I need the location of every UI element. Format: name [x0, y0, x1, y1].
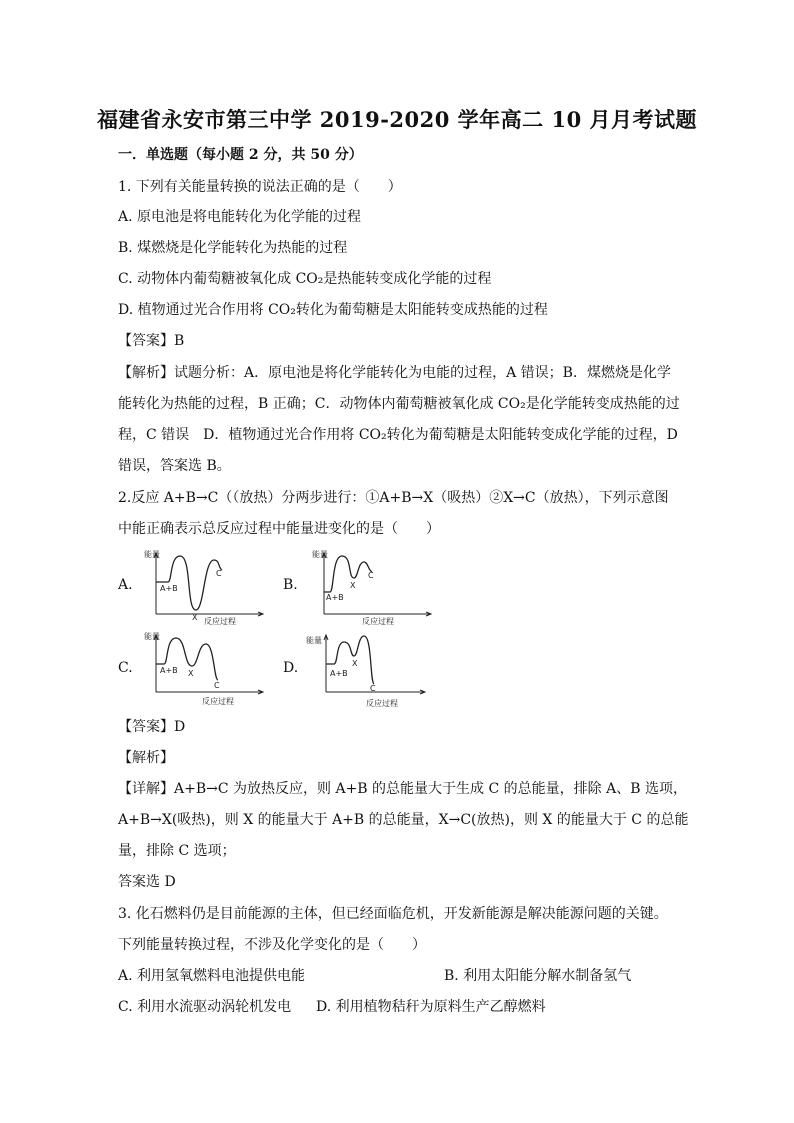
question-2-detail-line: 【详解】A+B→C 为放热反应，则 A+B 的总能量大于生成 C 的总能量，排除 A、B 选项， [118, 781, 687, 797]
axis-label-energy: 能量 [144, 550, 160, 559]
axis-label-energy: 能量 [144, 632, 160, 641]
question-2-stem-line: 2.反应 A+B→C（（放热）分两步进行：①A+B→X（吸热）②X→C（放热），下列示意图 [118, 490, 669, 506]
label-intermediate: X [192, 613, 198, 622]
graph-option-d [304, 630, 434, 710]
question-2-analysis-heading: 【解析】 [118, 750, 174, 766]
question-3-option-a: A. 利用氢氧燃料电池提供电能 [118, 968, 306, 984]
question-1-option-d: D. 植物通过光合作用将 CO₂转化为葡萄糖是太阳能转变成热能的过程 [118, 302, 548, 318]
graph-option-c [142, 630, 272, 708]
question-1-stem: 1. 下列有关能量转换的说法正确的是（ ） [118, 179, 402, 195]
question-2-stem-line: 中能正确表示总反应过程中能量进变化的是（ ） [118, 521, 440, 537]
axis-label-energy: 能量 [312, 550, 328, 559]
label-reactant: A+B [330, 669, 348, 678]
question-2-option-d-label: D. [283, 660, 299, 676]
question-1-option-b: B. 煤燃烧是化学能转化为热能的过程 [118, 240, 348, 256]
label-product: C [368, 571, 374, 580]
axis-label-process: 反应过程 [202, 697, 234, 706]
question-1-answer: 【答案】B [118, 333, 185, 349]
question-3-option-d: D. 利用植物秸秆为原料生产乙醇燃料 [316, 999, 546, 1015]
axis-label-energy: 能量 [306, 636, 322, 645]
axis-label-process: 反应过程 [204, 617, 236, 626]
page-title: 福建省永安市第三中学 2019-2020 学年高二 10 月月考试题 [96, 107, 698, 132]
question-1-analysis-line: 【解析】试题分析：A．原电池是将化学能转化为电能的过程，A 错误；B．煤燃烧是化学 [118, 365, 671, 381]
question-2-detail-line: 答案选 D [118, 874, 176, 890]
question-3-option-b: B. 利用太阳能分解水制备氢气 [444, 968, 632, 984]
label-reactant: A+B [326, 593, 344, 602]
question-1-analysis-line: 能转化为热能的过程，B 正确；C．动物体内葡萄糖被氧化成 CO₂是化学能转变成热能的过 [118, 396, 680, 412]
question-2-option-c-label: C. [118, 660, 133, 676]
graph-option-a [142, 548, 272, 626]
axis-label-process: 反应过程 [366, 699, 398, 708]
question-3-option-c: C. 利用水流驱动涡轮机发电 [118, 999, 292, 1015]
question-2-detail-line: A+B→X(吸热)，则 X 的能量大于 A+B 的总能量，X→C(放热)，则 X 的能量大于 C 的总能 [118, 812, 689, 828]
label-intermediate: X [188, 669, 194, 678]
question-3-stem-line: 下列能量转换过程，不涉及化学变化的是（ ） [118, 937, 426, 953]
question-1-analysis-line: 程，C 错误 D．植物通过光合作用将 CO₂转化为葡萄糖是太阳能转变成化学能的过程，D [118, 427, 678, 443]
label-reactant: A+B [160, 666, 178, 675]
label-intermediate: X [352, 659, 358, 668]
question-2-option-b-label: B. [283, 577, 298, 593]
label-product: C [370, 684, 376, 693]
label-reactant: A+B [160, 584, 178, 593]
graph-option-b [310, 548, 440, 626]
label-intermediate: X [350, 581, 356, 590]
question-1-analysis-line: 错误，答案选 B。 [118, 458, 231, 474]
question-2-answer: 【答案】D [118, 719, 186, 735]
label-product: C [214, 681, 220, 690]
question-3-stem-line: 3. 化石燃料仍是目前能源的主体，但已经面临危机，开发新能源是解决能源问题的关键。 [118, 906, 668, 922]
question-2-option-a-label: A. [118, 577, 133, 593]
label-product: C [216, 569, 222, 578]
question-1-option-a: A. 原电池是将电能转化为化学能的过程 [118, 209, 362, 225]
question-2-detail-line: 量，排除 C 选项； [118, 843, 236, 859]
question-1-option-c: C. 动物体内葡萄糖被氧化成 CO₂是热能转变成化学能的过程 [118, 271, 492, 287]
section-heading: 一．单选题（每小题 2 分，共 50 分） [118, 147, 363, 163]
axis-label-process: 反应过程 [362, 617, 394, 626]
